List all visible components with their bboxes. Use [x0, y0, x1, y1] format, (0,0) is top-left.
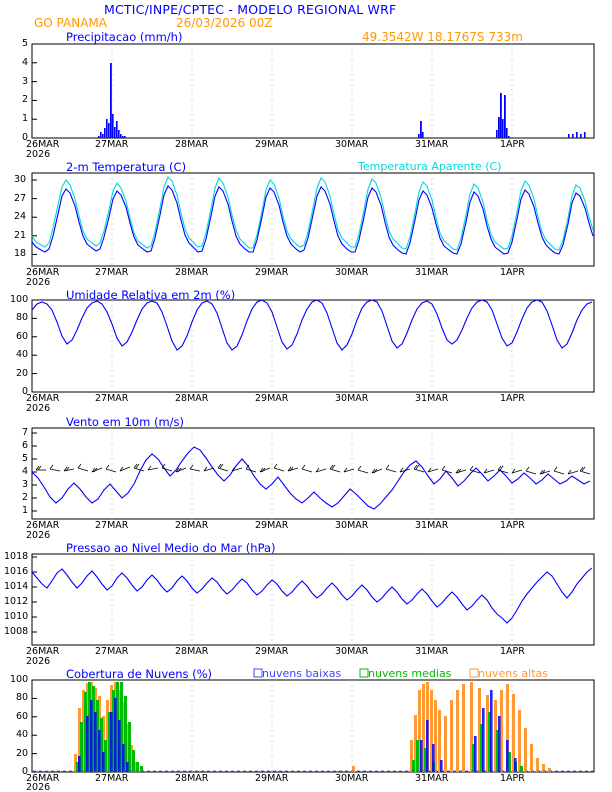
panel-title-clouds: Cobertura de Nuvens (%)	[66, 667, 213, 681]
xtick-wind-1: 27MAR	[95, 520, 129, 531]
ytick-rh-5: 100	[10, 294, 29, 305]
xtick-rh-2: 28MAR	[175, 393, 209, 404]
legend-low-clouds: nuvens baixas	[262, 667, 342, 680]
ytick-pressure-5: 1018	[4, 551, 29, 562]
ytick-temp-1: 21	[14, 230, 27, 241]
station-label: GO PANAMA	[34, 16, 107, 30]
legend-swatch-mid	[360, 669, 368, 677]
panel-title-pressure: Pressao ao Nivel Medio do Mar (hPa)	[66, 541, 276, 555]
xtick-rh-3: 29MAR	[255, 393, 289, 404]
page-title: MCTIC/INPE/CPTEC - MODELO REGIONAL WRF	[104, 2, 397, 17]
legend-swatch-high	[470, 669, 478, 677]
xtick-clouds-2: 28MAR	[175, 773, 209, 784]
ytick-wind-3: 4	[22, 466, 29, 477]
legend-temp-apparent: Temperatura Aparente (C)	[358, 160, 502, 173]
xtick-pressure-1: 27MAR	[95, 646, 129, 657]
xtick-precip-2: 28MAR	[175, 139, 209, 150]
xtick-clouds-1: 27MAR	[95, 773, 129, 784]
xtick-clouds-0: 26MAR	[26, 773, 60, 784]
ytick-rh-4: 80	[16, 312, 29, 323]
xtick-rh-4: 30MAR	[335, 393, 369, 404]
xtick-precip-6: 1APR	[500, 139, 525, 150]
xtick-precip-1: 27MAR	[95, 139, 129, 150]
xtick-clouds-4: 30MAR	[335, 773, 369, 784]
xtick-rh-5: 31MAR	[415, 393, 449, 404]
legend-mid-clouds: nuvens medias	[368, 667, 452, 680]
year-label-wind: 2026	[26, 530, 51, 541]
coordinates-label: 49.3542W 18.1767S 733m	[362, 30, 523, 44]
xtick-precip-5: 31MAR	[415, 139, 449, 150]
ytick-precip-0: 0	[22, 132, 29, 143]
ytick-precip-4: 4	[22, 57, 29, 68]
ytick-temp-4: 30	[14, 174, 27, 185]
xtick-pressure-3: 29MAR	[255, 646, 289, 657]
xtick-temp-2: 28MAR	[175, 267, 209, 278]
ytick-rh-3: 60	[16, 331, 29, 342]
legend-swatch-low	[254, 669, 262, 677]
year-label-rh: 2026	[26, 403, 51, 414]
year-label-precip: 2026	[26, 149, 51, 160]
xtick-pressure-6: 1APR	[500, 646, 525, 657]
xtick-clouds-5: 31MAR	[415, 773, 449, 784]
xtick-rh-6: 1APR	[500, 393, 525, 404]
ytick-pressure-2: 1012	[4, 596, 29, 607]
ytick-precip-5: 5	[22, 38, 29, 49]
ytick-wind-5: 6	[22, 440, 29, 451]
xtick-temp-6: 1APR	[500, 267, 525, 278]
xtick-pressure-2: 28MAR	[175, 646, 209, 657]
ytick-temp-3: 27	[14, 193, 27, 204]
ytick-wind-0: 1	[22, 505, 29, 516]
year-label-temp: 2026	[26, 277, 51, 288]
xtick-wind-5: 31MAR	[415, 520, 449, 531]
xtick-wind-0: 26MAR	[26, 520, 60, 531]
ytick-temp-0: 18	[14, 248, 27, 259]
run-datetime: 26/03/2026 00Z	[176, 16, 273, 30]
xtick-temp-3: 29MAR	[255, 267, 289, 278]
ytick-precip-1: 1	[22, 113, 29, 124]
xtick-pressure-5: 31MAR	[415, 646, 449, 657]
ytick-rh-1: 20	[16, 368, 29, 379]
xtick-wind-6: 1APR	[500, 520, 525, 531]
ytick-clouds-2: 40	[16, 729, 29, 740]
xtick-temp-1: 27MAR	[95, 267, 129, 278]
xtick-temp-5: 31MAR	[415, 267, 449, 278]
ytick-precip-3: 3	[22, 76, 29, 87]
ytick-clouds-5: 100	[10, 674, 29, 685]
xtick-wind-4: 30MAR	[335, 520, 369, 531]
ytick-wind-6: 7	[22, 427, 29, 438]
xtick-rh-0: 26MAR	[26, 393, 60, 404]
ytick-clouds-4: 80	[16, 692, 29, 703]
ytick-wind-2: 3	[22, 479, 29, 490]
xtick-wind-2: 28MAR	[175, 520, 209, 531]
panel-title-rh: Umidade Relativa em 2m (%)	[66, 288, 236, 302]
ytick-clouds-1: 20	[16, 748, 29, 759]
ytick-temp-2: 24	[14, 211, 27, 222]
year-label-clouds: 2026	[26, 782, 51, 792]
ytick-wind-1: 2	[22, 492, 29, 503]
ytick-rh-0: 0	[22, 386, 29, 397]
xtick-precip-4: 30MAR	[335, 139, 369, 150]
xtick-clouds-6: 1APR	[500, 773, 525, 784]
ytick-pressure-4: 1016	[4, 566, 29, 577]
ytick-precip-2: 2	[22, 94, 29, 105]
ytick-pressure-3: 1014	[4, 581, 29, 592]
panel-title-precip: Precipitacao (mm/h)	[66, 30, 183, 44]
ytick-pressure-1: 1010	[4, 611, 29, 622]
xtick-precip-0: 26MAR	[26, 139, 60, 150]
xtick-rh-1: 27MAR	[95, 393, 129, 404]
ytick-clouds-3: 60	[16, 711, 29, 722]
ytick-clouds-0: 0	[22, 766, 29, 777]
xtick-precip-3: 29MAR	[255, 139, 289, 150]
xtick-wind-3: 29MAR	[255, 520, 289, 531]
year-label-pressure: 2026	[26, 656, 51, 667]
xtick-pressure-4: 30MAR	[335, 646, 369, 657]
panel-title-temp: 2-m Temperatura (C)	[66, 160, 187, 174]
xtick-pressure-0: 26MAR	[26, 646, 60, 657]
xtick-clouds-3: 29MAR	[255, 773, 289, 784]
xtick-temp-0: 26MAR	[26, 267, 60, 278]
ytick-wind-4: 5	[22, 453, 29, 464]
panel-title-wind: Vento em 10m (m/s)	[66, 415, 185, 429]
ytick-rh-2: 40	[16, 349, 29, 360]
xtick-temp-4: 30MAR	[335, 267, 369, 278]
legend-high-clouds: nuvens altas	[478, 667, 549, 680]
ytick-pressure-0: 1008	[4, 626, 29, 637]
